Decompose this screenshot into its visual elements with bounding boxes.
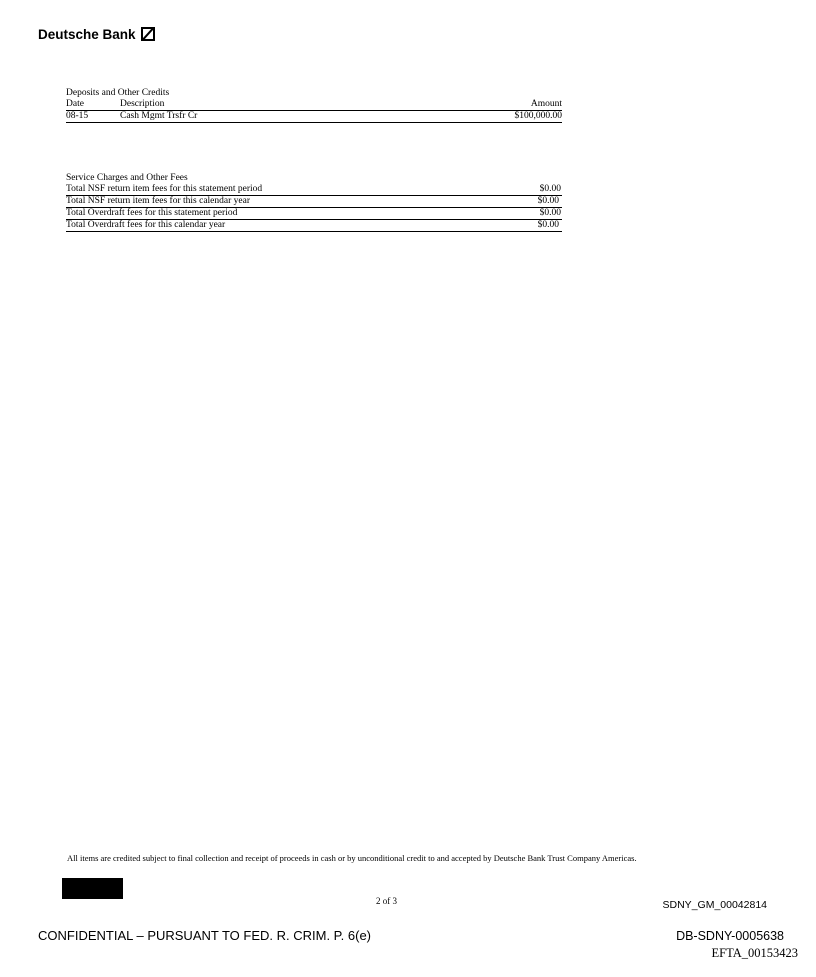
deposit-amount: $100,000.00 <box>514 111 562 121</box>
bates-number-sdny: SDNY_GM_00042814 <box>662 899 767 911</box>
deposit-date: 08-15 <box>66 111 89 121</box>
bates-number-db: DB-SDNY-0005638 <box>676 929 784 943</box>
amount-column-header: Amount <box>530 99 562 109</box>
confidential-notice: CONFIDENTIAL – PURSUANT TO FED. R. CRIM. P. 6(e) <box>38 928 372 943</box>
deposit-description: Cash Mgmt Trsfr Cr <box>120 111 198 121</box>
fee-value: $0.00 <box>537 220 559 230</box>
fee-label: Total NSF return item fees for this statement period <box>66 184 263 194</box>
redaction-box <box>62 878 123 899</box>
deutsche-bank-slash-logo-icon <box>141 27 155 41</box>
fee-label: Total Overdraft fees for this calendar year <box>66 220 226 230</box>
fees-title: Service Charges and Other Fees <box>66 173 188 183</box>
page-number: 2 of 3 <box>376 896 397 906</box>
deposit-row <box>66 111 562 123</box>
fee-row <box>66 220 562 232</box>
efta-number: EFTA_00153423 <box>711 946 798 960</box>
bank-logo <box>38 25 155 43</box>
deposits-section <box>66 87 562 123</box>
description-column-header: Description <box>120 99 165 109</box>
fee-value: $0.00 <box>539 184 561 194</box>
fees-section <box>66 172 562 232</box>
fee-value: $0.00 <box>539 208 561 218</box>
fee-label: Total Overdraft fees for this statement period <box>66 208 238 218</box>
deposits-title: Deposits and Other Credits <box>66 88 170 98</box>
fee-label: Total NSF return item fees for this calendar year <box>66 196 250 206</box>
bank-name: Deutsche Bank <box>38 26 136 42</box>
fee-value: $0.00 <box>537 196 559 206</box>
date-column-header: Date <box>66 99 84 109</box>
credit-disclaimer: All items are credited subject to final collection and receipt of proceeds in cash or by unconditional credit to and accepted by Deutsche Bank Trust Company Americas. <box>67 853 637 863</box>
